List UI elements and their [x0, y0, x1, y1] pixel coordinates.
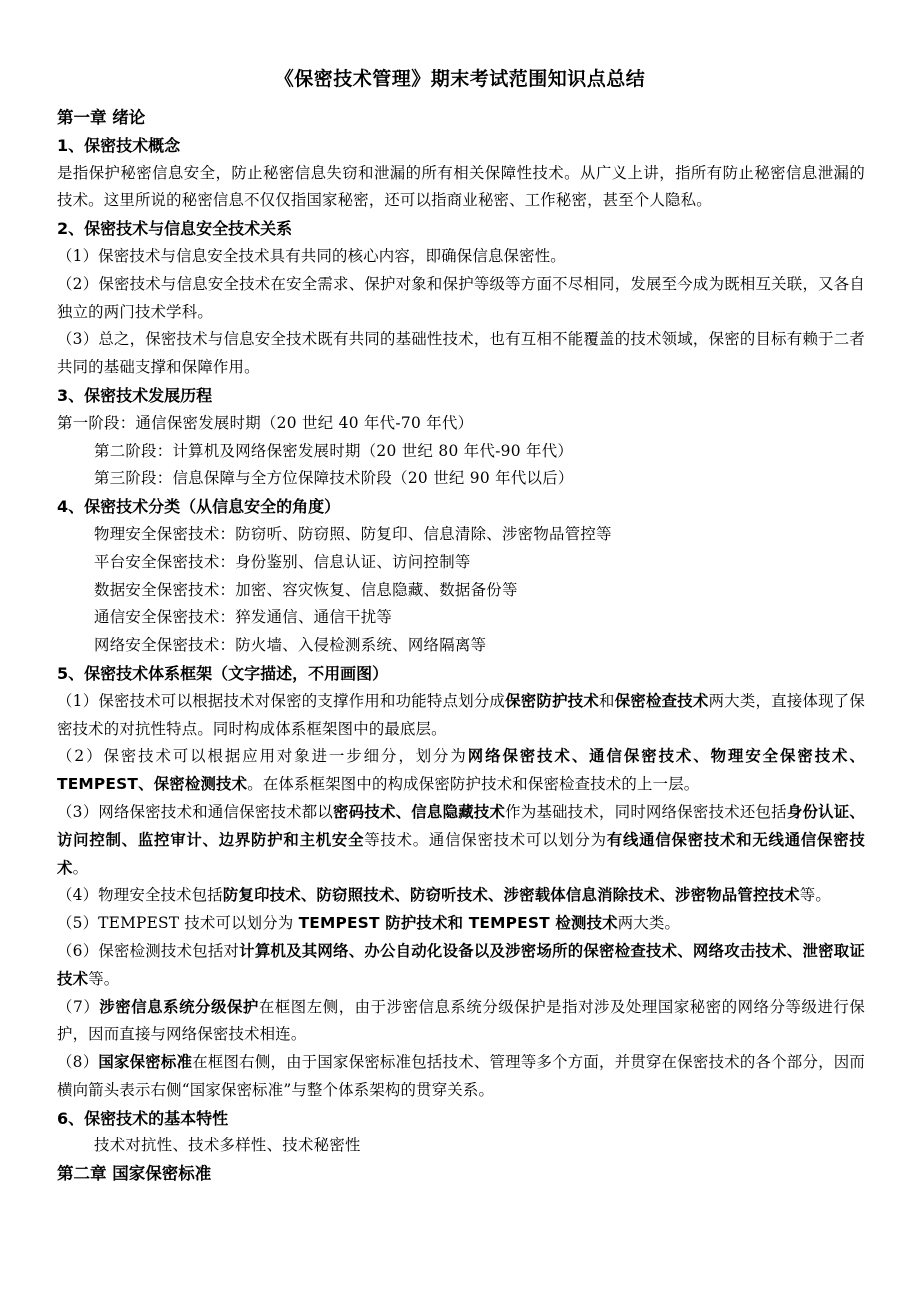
- category-item: 通信安全保密技术：猝发通信、通信干扰等: [94, 608, 393, 627]
- section-6-heading: 6、保密技术的基本特性: [57, 1108, 229, 1128]
- section-5-paragraph-2: （2）保密技术可以根据应用对象进一步细分，划分为网络保密技术、通信保密技术、物理安全保密技术、TEMPEST、保密检测技术。在体系框架图中的构成保密防护技术和保密检查技术的上一层。: [57, 747, 865, 794]
- section-1-heading: 1、保密技术概念: [57, 135, 181, 155]
- stage-3-line: 第三阶段：信息保障与全方位保障技术阶段（20 世纪 90 年代以后）: [94, 469, 574, 488]
- section-2-paragraph-1: （1）保密技术与信息安全技术具有共同的核心内容，即确保信息保密性。: [57, 246, 566, 265]
- section-1-text: 是指保护秘密信息安全，防止秘密信息失窃和泄漏的所有相关保障性技术。从广义上讲，指所有防止秘密信息泄漏的技术。这里所说的秘密信息不仅仅指国家秘密，还可以指商业秘密、工作秘密，甚至个人隐私。: [57, 163, 865, 210]
- section-4-heading: 4、保密技术分类（从信息安全的角度）: [57, 497, 341, 517]
- category-item: 平台安全保密技术：身份鉴别、信息认证、访问控制等: [94, 552, 471, 571]
- section-6-text: 技术对抗性、技术多样性、技术秘密性: [94, 1136, 361, 1155]
- chapter-1-heading: 第一章 绪论: [57, 108, 146, 127]
- chapter-2-heading: 第二章 国家保密标准: [57, 1164, 212, 1184]
- category-item: 数据安全保密技术：加密、容灾恢复、信息隐藏、数据备份等: [94, 580, 518, 599]
- stage-2-line: 第二阶段：计算机及网络保密发展时期（20 世纪 80 年代-90 年代）: [94, 441, 574, 460]
- section-5-paragraph-3: （3）网络保密技术和通信保密技术都以密码技术、信息隐藏技术作为基础技术，同时网络保密技术还包括身份认证、访问控制、监控审计、边界防护和主机安全等技术。通信保密技术可以划分为有线通信保密技术和无线通信保密技术。: [57, 802, 865, 877]
- section-3-heading: 3、保密技术发展历程: [57, 385, 213, 405]
- section-5-paragraph-5: （5）TEMPEST 技术可以划分为 TEMPEST 防护技术和 TEMPEST 检测技术两大类。: [57, 914, 681, 933]
- category-item: 物理安全保密技术：防窃听、防窃照、防复印、信息清除、涉密物品管控等: [94, 524, 612, 543]
- section-5-paragraph-6: （6）保密检测技术包括对计算机及其网络、办公自动化设备以及涉密场所的保密检查技术、网络攻击技术、泄密取证技术等。: [57, 941, 865, 988]
- document-body: [57, 104, 865, 1188]
- stage-1-line: 第一阶段：通信保密发展时期（20 世纪 40 年代-70 年代）: [57, 413, 474, 432]
- section-2-paragraph-3: （3）总之，保密技术与信息安全技术既有共同的基础性技术，也有互相不能覆盖的技术领域，保密的目标有赖于二者共同的基础支撑和保障作用。: [57, 330, 865, 377]
- section-5-paragraph-4: （4）物理安全技术包括防复印技术、防窃照技术、防窃听技术、涉密载体信息消除技术、涉密物品管控技术等。: [57, 886, 831, 905]
- category-item: 网络安全保密技术：防火墙、入侵检测系统、网络隔离等: [94, 636, 487, 655]
- section-2-paragraph-2: （2）保密技术与信息安全技术在安全需求、保护对象和保护等级等方面不尽相同，发展至今成为既相互关联，又各自独立的两门技术学科。: [57, 274, 865, 321]
- section-5-paragraph-7: （7）涉密信息系统分级保护在框图左侧，由于涉密信息系统分级保护是指对涉及处理国家秘密的网络分等级进行保护，因而直接与网络保密技术相连。: [57, 997, 865, 1044]
- section-5-paragraph-8: （8）国家保密标准在框图右侧，由于国家保密标准包括技术、管理等多个方面，并贯穿在保密技术的各个部分，因而横向箭头表示右侧“国家保密标准”与整个体系架构的贯穿关系。: [57, 1053, 865, 1099]
- document-title: 《保密技术管理》期末考试范围知识点总结: [274, 68, 646, 90]
- section-5-paragraph-1: （1）保密技术可以根据技术对保密的支撑作用和功能特点划分成保密防护技术和保密检查技术两大类，直接体现了保密技术的对抗性特点。同时构成体系框架图中的最底层。: [57, 691, 866, 738]
- section-5-heading: 5、保密技术体系框架（文字描述，不用画图）: [57, 663, 389, 683]
- section-2-heading: 2、保密技术与信息安全技术关系: [57, 219, 293, 239]
